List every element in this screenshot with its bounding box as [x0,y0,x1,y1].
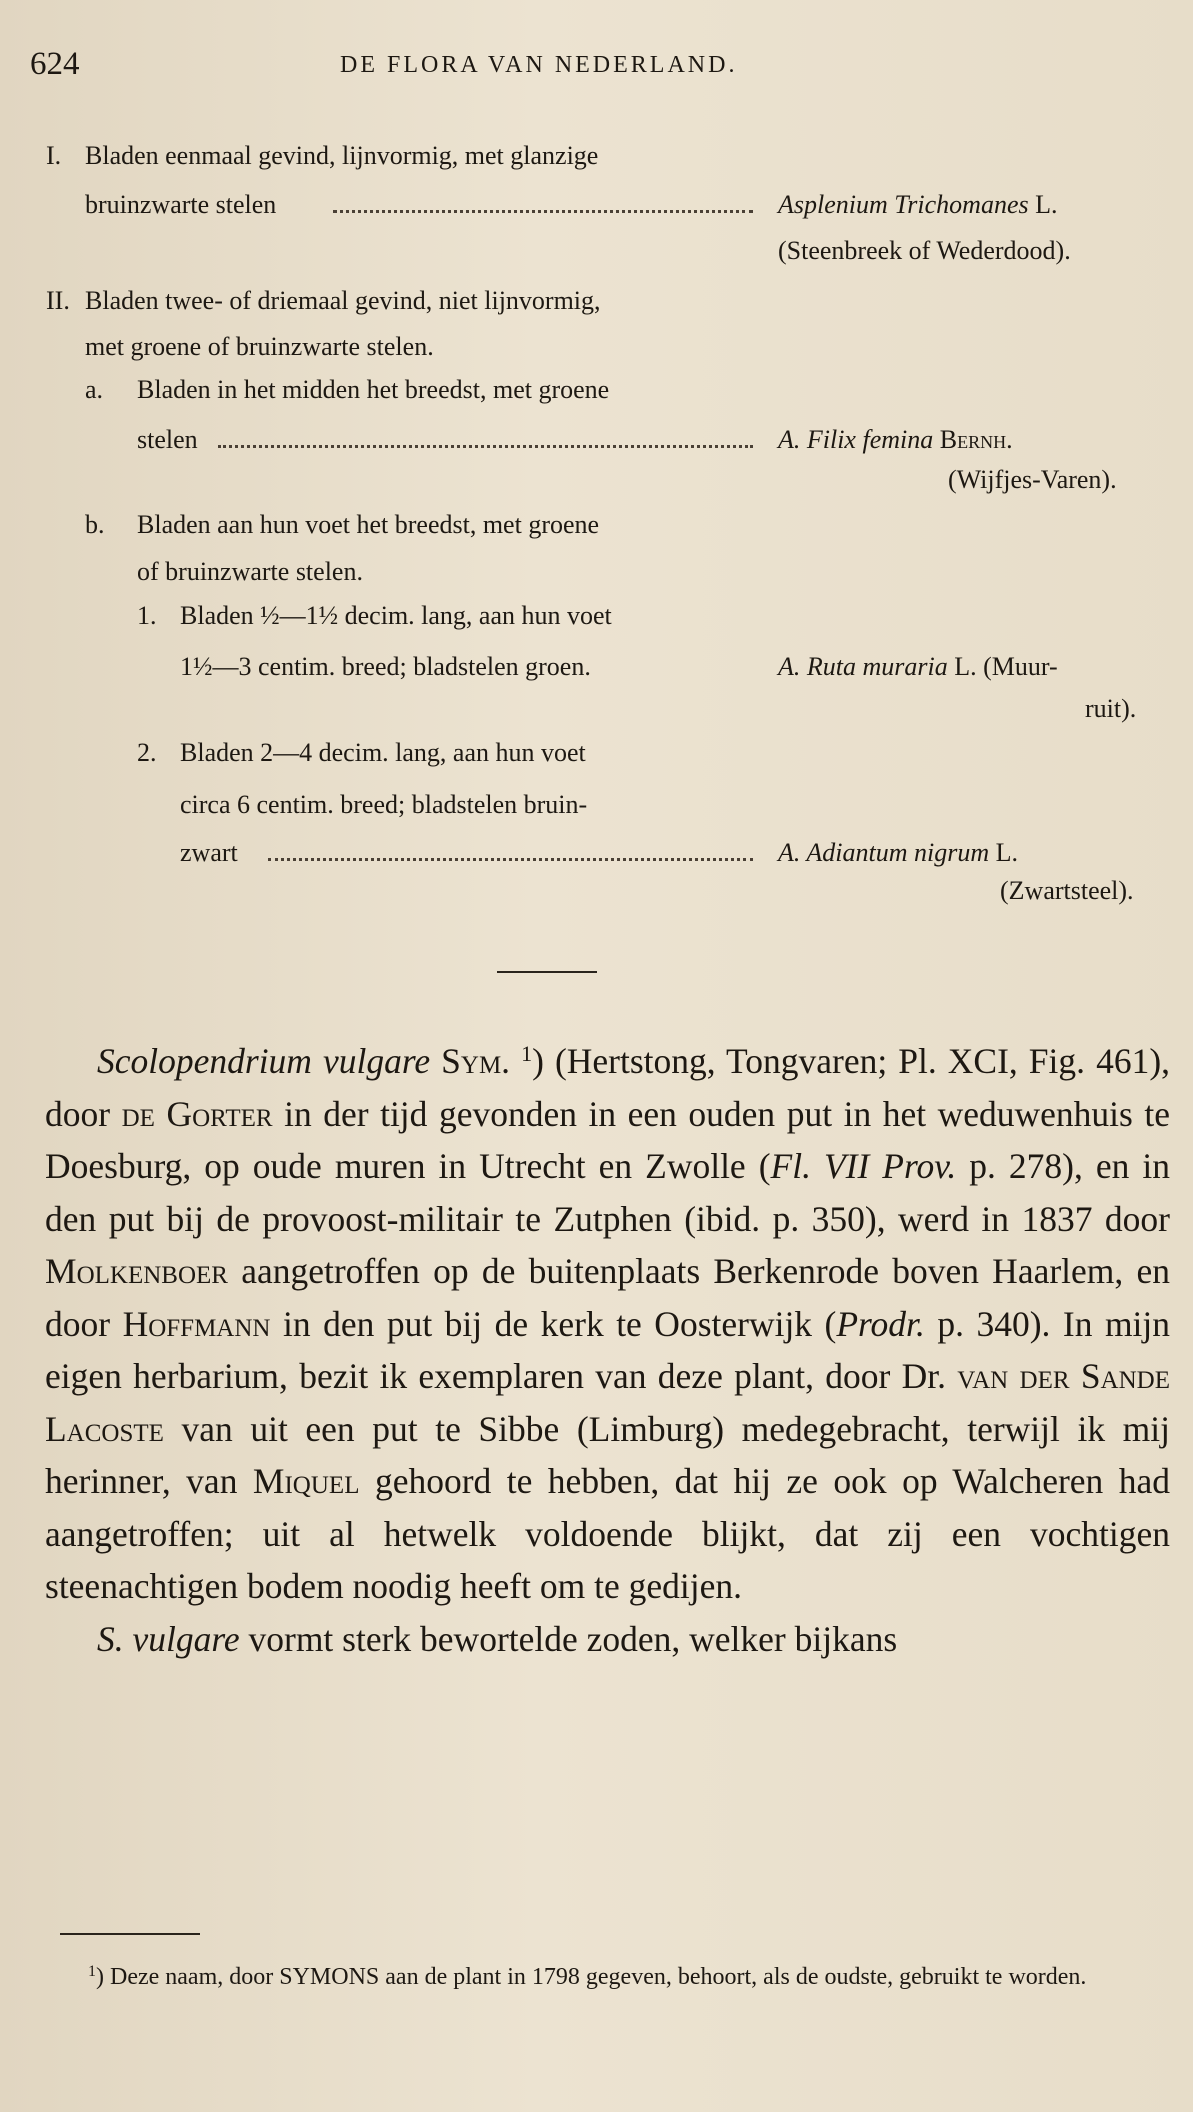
text-run: van uit een put te Sibbe (Limburg) medegebracht, terwijl ik mij herinner, van [45,1408,1171,1501]
key-num-b1: 1. [137,601,157,630]
text-run: ) (Hertstong, Tongvaren; Pl. XCI, Fig. 461), door [45,1041,1171,1134]
key-b2-common: (Zwartsteel). [1000,876,1134,905]
paragraph-2 [45,1613,1170,1666]
key-a-taxon-line [778,423,1013,457]
key-a-line1: Bladen in het midden het breedst, met groene [137,375,610,404]
text-run: vormt sterk bewortelde zoden, welker bijkans [248,1618,898,1659]
running-head: DE FLORA VAN NEDERLAND. [340,52,738,78]
paragraph-1 [45,1035,1170,1613]
key-b2-line3: zwart [180,838,238,867]
footnote-ref: 1 [521,1041,533,1066]
text-run: gehoord te hebben, dat hij ze ook op Walcheren had aangetroffen; uit al hetwelk voldoende blijkt, dat zij een vochtigen steenachtigen bodem noodig heeft om te gedijen. [45,1461,1171,1606]
key-I-taxon: Asplenium Trichomanes [778,190,1029,219]
key-b-line1: Bladen aan hun voet het breedst, met groene [137,510,600,539]
person-name: Hoffmann [122,1303,271,1344]
main-text [45,1035,1170,1665]
citation: Prodr. [836,1303,925,1344]
dot-leader [268,858,753,861]
author-name: Sym. [441,1041,511,1081]
key-I-taxon-line [778,188,1058,222]
section-divider [497,971,597,973]
footnote [60,1956,1165,1998]
key-num-I: I. [46,141,62,170]
key-II-line2: met groene of bruinzwarte stelen. [85,332,434,361]
text-run: in den put bij de kerk te Oosterwijk ( [282,1303,837,1344]
person-name: van der Sande Lacoste [45,1356,1170,1449]
key-a-taxon: A. Filix femina [778,425,934,454]
key-b2-line2: circa 6 centim. breed; bladstelen bruin- [180,790,588,819]
text-run: in der tijd gevonden in een ouden put in het weduwenhuis te Doesburg, op oude muren in Utrecht en Zwolle ( [45,1093,1170,1186]
species-name: S. vulgare [97,1618,240,1659]
key-num-b: b. [85,510,105,539]
text-run: ) Deze naam, door [96,1964,274,1990]
key-num-a: a. [85,375,104,404]
person-name: Molkenboer [45,1251,228,1291]
key-b1-common-b: ruit). [1085,694,1137,723]
person-name: Miquel [252,1461,360,1501]
text-run: aangetroffen op de buitenplaats Berkenrode boven Haarlem, en door [45,1251,1170,1344]
key-b2-taxon-line [778,836,1018,870]
footnote-mark: 1 [88,1963,96,1980]
key-a-author: Bernh. [939,425,1013,454]
key-II-line1: Bladen twee- of driemaal gevind, niet lijnvormig, [85,286,601,315]
page-number: 624 [30,46,80,82]
key-I-line1: Bladen eenmaal gevind, lijnvormig, met glanzige [85,141,599,170]
key-b1-common-a: (Muur- [983,652,1058,681]
key-a-common: (Wijfjes-Varen). [948,465,1117,494]
key-num-II: II. [46,286,70,315]
species-name: Scolopendrium vulgare [97,1041,431,1081]
key-b-line2: of bruinzwarte stelen. [137,557,363,586]
key-b2-taxon: A. Adiantum nigrum [778,838,990,867]
citation: Fl. VII Prov. [770,1146,957,1186]
key-b1-taxon-line [778,650,1058,684]
person-name: SYMONS [279,1964,380,1990]
key-a-line2: stelen [137,425,198,454]
key-b2-author: L. [995,838,1019,867]
text-run: aan de plant in 1798 gegeven, behoort, als de oudste, gebruikt te worden. [385,1964,1087,1990]
key-b1-taxon: A. Ruta muraria [778,652,948,681]
text-run: p. 340). In mijn eigen herbarium, bezit ik exemplaren van deze plant, door Dr. [45,1303,1171,1396]
key-num-b2: 2. [137,738,157,767]
footnote-text [60,1956,1165,1998]
key-b1-line2: 1½—3 centim. breed; bladstelen groen. [180,652,591,681]
key-b1-author: L. [954,652,977,681]
dot-leader [218,445,753,448]
footnote-divider [60,1933,200,1935]
key-b2-line1: Bladen 2—4 decim. lang, aan hun voet [180,738,586,767]
key-I-common: (Steenbreek of Wederdood). [778,236,1071,265]
text-run: p. 278), en in den put bij de provoost-militair te Zutphen (ibid. p. 350), werd in 1837 door [45,1146,1171,1239]
dot-leader [333,210,753,213]
key-I-author: L. [1035,190,1058,219]
person-name: de Gorter [121,1093,273,1134]
key-I-line2: bruinzwarte stelen [85,190,277,219]
key-b1-line1: Bladen ½—1½ decim. lang, aan hun voet [180,601,612,630]
page-header [0,46,1193,96]
